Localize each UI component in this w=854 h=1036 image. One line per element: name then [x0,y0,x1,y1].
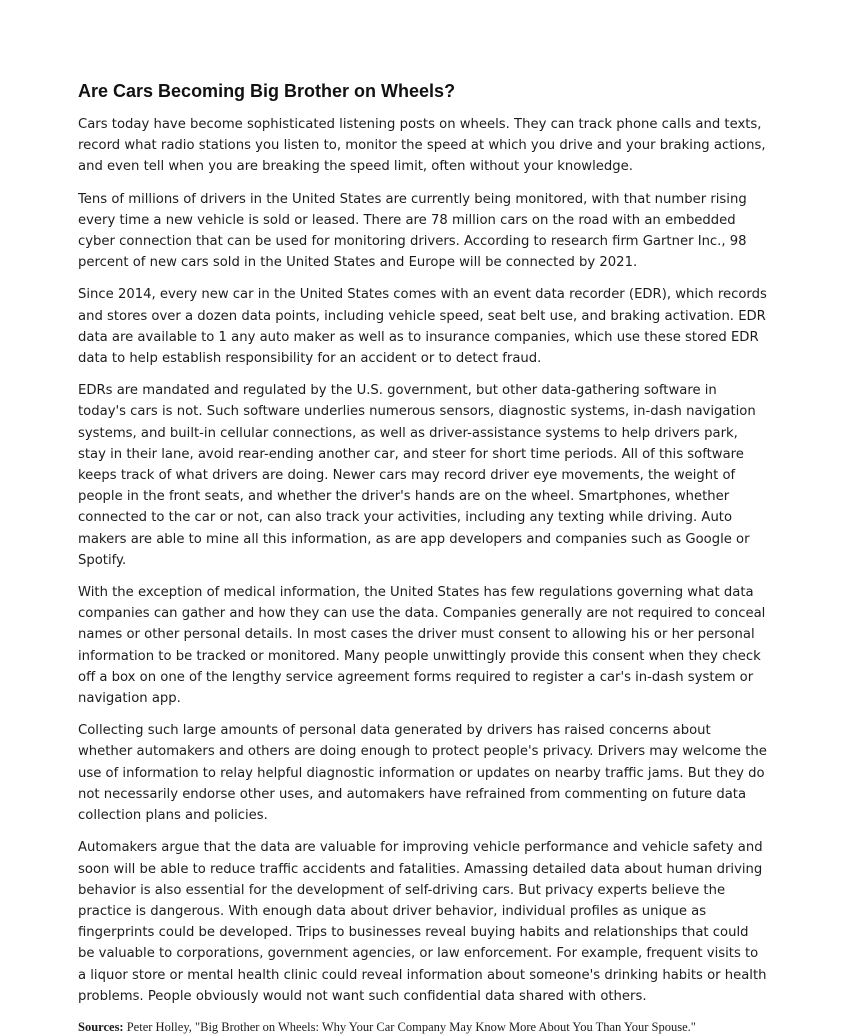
sources-line [78,1018,768,1036]
article-title: Are Cars Becoming Big Brother on Wheels? [78,81,456,101]
document-page [78,78,768,1036]
paragraph-7: Automakers argue that the data are valuable for improving vehicle performance and vehicle safety and soon will be able to reduce traffic accidents and fatalities. Amassing detailed data about human driving behavior is also essential for the development of self-driving cars. But privacy experts believe the practice is dangerous. With enough data about driver behavior, individual profiles as unique as fingerprints could be developed. Trips to businesses reveal buying habits and relationships that could be valuable to corporations, government agencies, or law enforcement. For example, frequent visits to a liquor store or mental health clinic could reveal information about someone's drinking habits or health problems. People obviously would not want such confidential data shared with others. [78,840,767,1004]
sources-label: Sources: [78,1019,124,1034]
paragraph-1: Cars today have become sophisticated listening posts on wheels. They can track phone calls and texts, record what radio stations you listen to, monitor the speed at which you drive and your braking actions, and even tell when you are breaking the speed limit, often without your knowledge. [78,117,766,175]
paragraph-6: Collecting such large amounts of personal data generated by drivers has raised concerns about whether automakers and others are doing enough to protect people's privacy. Drivers may welcome the use of information to relay helpful diagnostic information or updates on nearby traffic jams. But they do not necessarily endorse other uses, and automakers have refrained from commenting on future data collection plans and policies. [78,723,767,824]
paragraph-4: EDRs are mandated and regulated by the U.S. government, but other data-gathering software in today's cars is not. Such software underlies numerous sensors, diagnostic systems, in-dash navigation systems, and built-in cellular connections, as well as driver-assistance systems to help drivers park, stay in their lane, avoid rear-ending another car, and steer for short time periods. All of this software keeps track of what drivers are doing. Newer cars may record driver eye movements, the weight of people in the front seats, and whether the driver's hands are on the wheel. Smartphones, whether connected to the car or not, can also track your activities, including any texting while driving. Auto makers are able to mine all this information, as are app developers and companies such as Google or Spotify. [78,383,756,568]
paragraph-5: With the exception of medical information, the United States has few regulations governing what data companies can gather and how they can use the data. Companies generally are not required to conceal names or other personal details. In most cases the driver must consent to allowing his or her personal information to be tracked or monitored. Many people unwittingly provide this consent when they check off a box on one of the lengthy service agreement forms required to register a car's in-dash system or navigation app. [78,585,766,707]
paragraph-3: Since 2014, every new car in the United States comes with an event data recorder (EDR), which records and stores over a dozen data points, including vehicle speed, seat belt use, and braking activation. EDR data are available to 1 any auto maker as well as to insurance companies, which use these stored EDR data to help establish responsibility for an accident or to detect fraud. [78,287,767,367]
sources-text: Peter Holley, "Big Brother on Wheels: Why Your Car Company May Know More About You Than Your Spouse." [126,1019,696,1034]
paragraph-2: Tens of millions of drivers in the United States are currently being monitored, with that number rising every time a new vehicle is sold or leased. There are 78 million cars on the road with an embedded cyber connection that can be used for monitoring drivers. According to research firm Gartner Inc., 98 percent of new cars sold in the United States and Europe will be connected by 2021. [78,191,747,271]
